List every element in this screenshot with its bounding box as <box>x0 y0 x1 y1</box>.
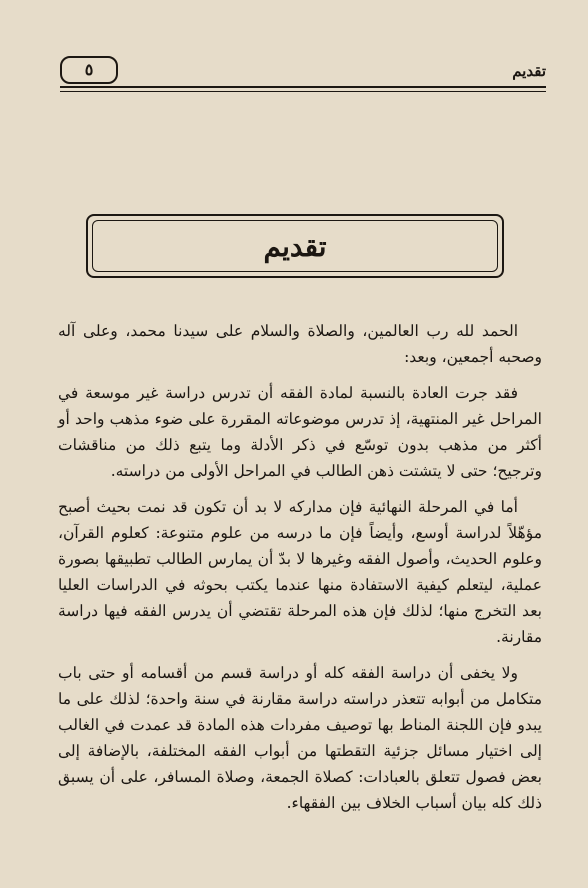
section-title-frame <box>86 214 504 278</box>
paragraph-3: أما في المرحلة النهائية فإن مداركه لا بد أن تكون قد نمت بحيث أصبح مؤهّلاً لدراسة أوسع، وأيضاً فإن ما درسه من علوم متنوعة: كعلوم القرآن، وعلوم الحديث، وأصول الفقه وغيرها لا بدّ أن يمارس الطالب تطبيقها بصورة عملية، ليتعلم كيفية الاستفادة منها عندما يكتب بحوثه في الدراسات العليا بعد التخرج منها؛ لذلك فإن هذه المرحلة تقتضي أن يدرس الفقه فيها دراسة مقارنة. <box>58 498 542 646</box>
paragraph-2: فقد جرت العادة بالنسبة لمادة الفقه أن تدرس دراسة غير موسعة في المراحل غير المنتهية، إذ تدرس موضوعاته المقررة على ضوء مذهب واحد أو أكثر من مذهب بدون توسّع في ذكر الأدلة وما يتبع ذلك من مناقشات وترجيح؛ حتى لا يتشتت ذهن الطالب في المراحل الأولى من دراسته. <box>58 384 542 480</box>
running-title: تقديم <box>512 62 546 80</box>
section-title: تقديم <box>263 229 327 263</box>
paragraph-4: ولا يخفى أن دراسة الفقه كله أو دراسة قسم من أقسامه أو حتى باب متكامل من أبوابه تتعذر دراسته دراسة مقارنة في سنة واحدة؛ لذلك على ما يبدو فإن اللجنة المناط بها توصيف مفردات هذه المادة قد عمدت في الغالب إلى اختيار مسائل جزئية التقطتها من أبواب الفقه المختلفة، بالإضافة إلى بعض فصول تتعلق بالعبادات: كصلاة الجمعة، وصلاة المسافر، على أن يسبق ذلك كله بيان أسباب الخلاف بين الفقهاء. <box>58 664 542 812</box>
page-number: ٥ <box>60 56 118 84</box>
section-title-frame-inner <box>92 220 498 272</box>
running-header <box>60 56 546 88</box>
header-rule-thin <box>60 91 546 92</box>
body-text <box>58 318 542 826</box>
paragraph-1: الحمد لله رب العالمين، والصلاة والسلام على سيدنا محمد، وعلى آله وصحبه أجمعين، وبعد: <box>58 322 542 366</box>
header-rule <box>60 86 546 88</box>
